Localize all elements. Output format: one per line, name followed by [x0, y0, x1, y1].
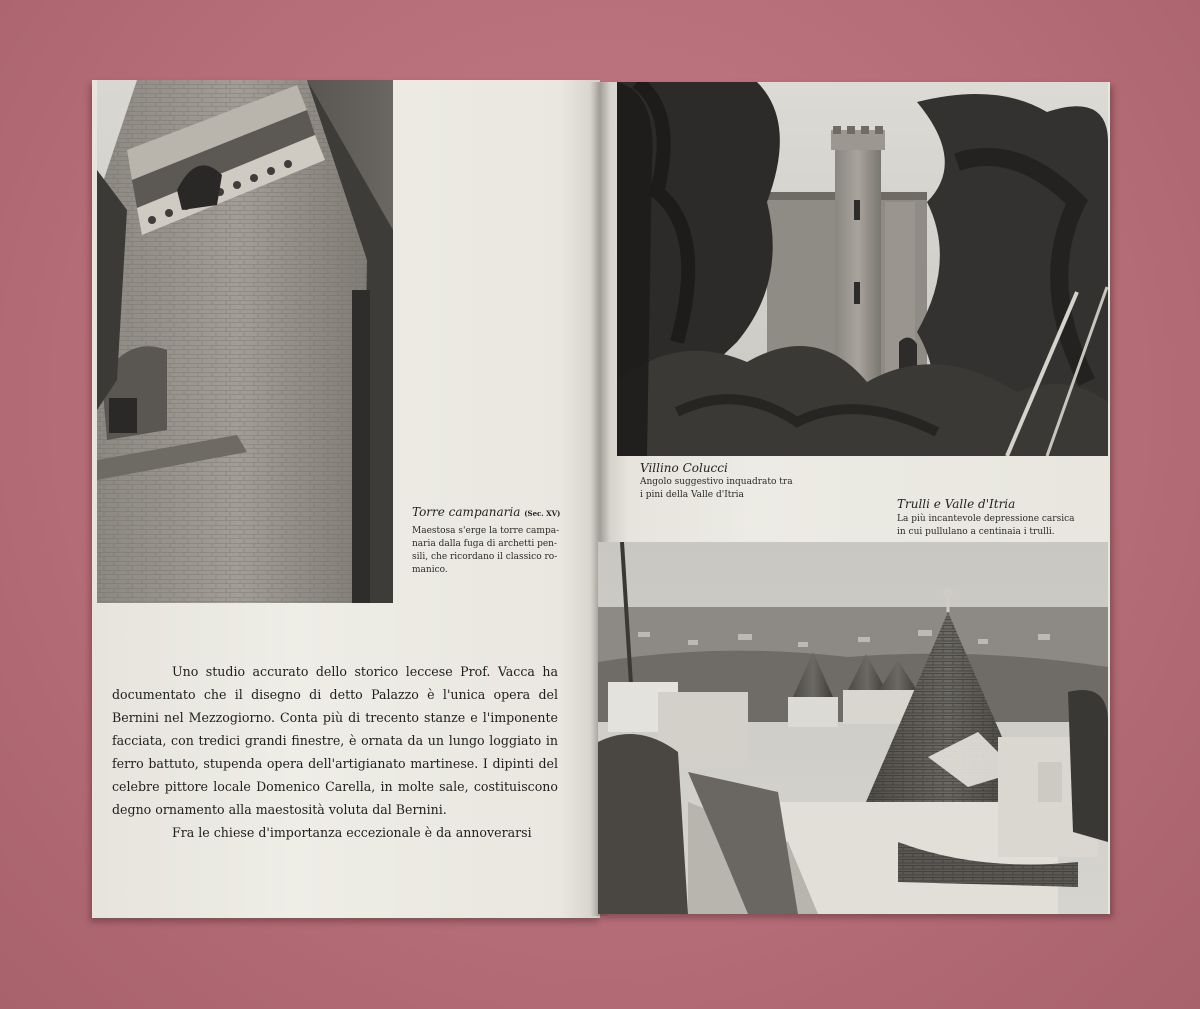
tower-caption-century: (Sec. XV) — [524, 509, 561, 518]
villino-caption-text: Angolo suggestivo inquadrato tra i pini della Valle d'Itria — [640, 477, 793, 500]
trulli-caption-title: Trulli e Valle d'Itria — [897, 497, 1016, 511]
tower-caption-title: Torre campanaria (Sec. XV) — [412, 505, 561, 519]
bell-tower-photo — [97, 80, 393, 603]
body-paragraph-2: Fra le chiese d'importanza eccezionale è da annoverarsi — [172, 825, 532, 840]
trulli-caption-text: La più incantevole depressione carsica in cui pullulano a centinaia i trulli. — [897, 514, 1075, 537]
body-paragraph-1: Uno studio accurato dello storico leccese Prof. Vacca ha documentato che il disegno di detto Palazzo è l'unica opera del Bernini nel Mezzogiorno. Conta più di trecento stanze e l'imponente facciata, con tredici grandi finestre, è ornata da un lungo loggiato in ferro battuto, stupenda opera dell'artigianato martinese. I dipinti del celebre pittore locale Domenico Carella, in molte sale, costituiscono degno ornamento alla maestosità voluta dal Bernini. — [112, 664, 558, 817]
tower-caption-text: Maestosa s'erge la torre campa- naria dalla fuga di archetti pen- sili, che ricordano il classico ro- manico. — [412, 526, 560, 575]
villino-colucci-photo — [617, 82, 1108, 456]
trulli-valley-photo — [598, 542, 1108, 914]
body-text — [112, 660, 558, 844]
villino-caption-title: Villino Colucci — [640, 461, 728, 475]
